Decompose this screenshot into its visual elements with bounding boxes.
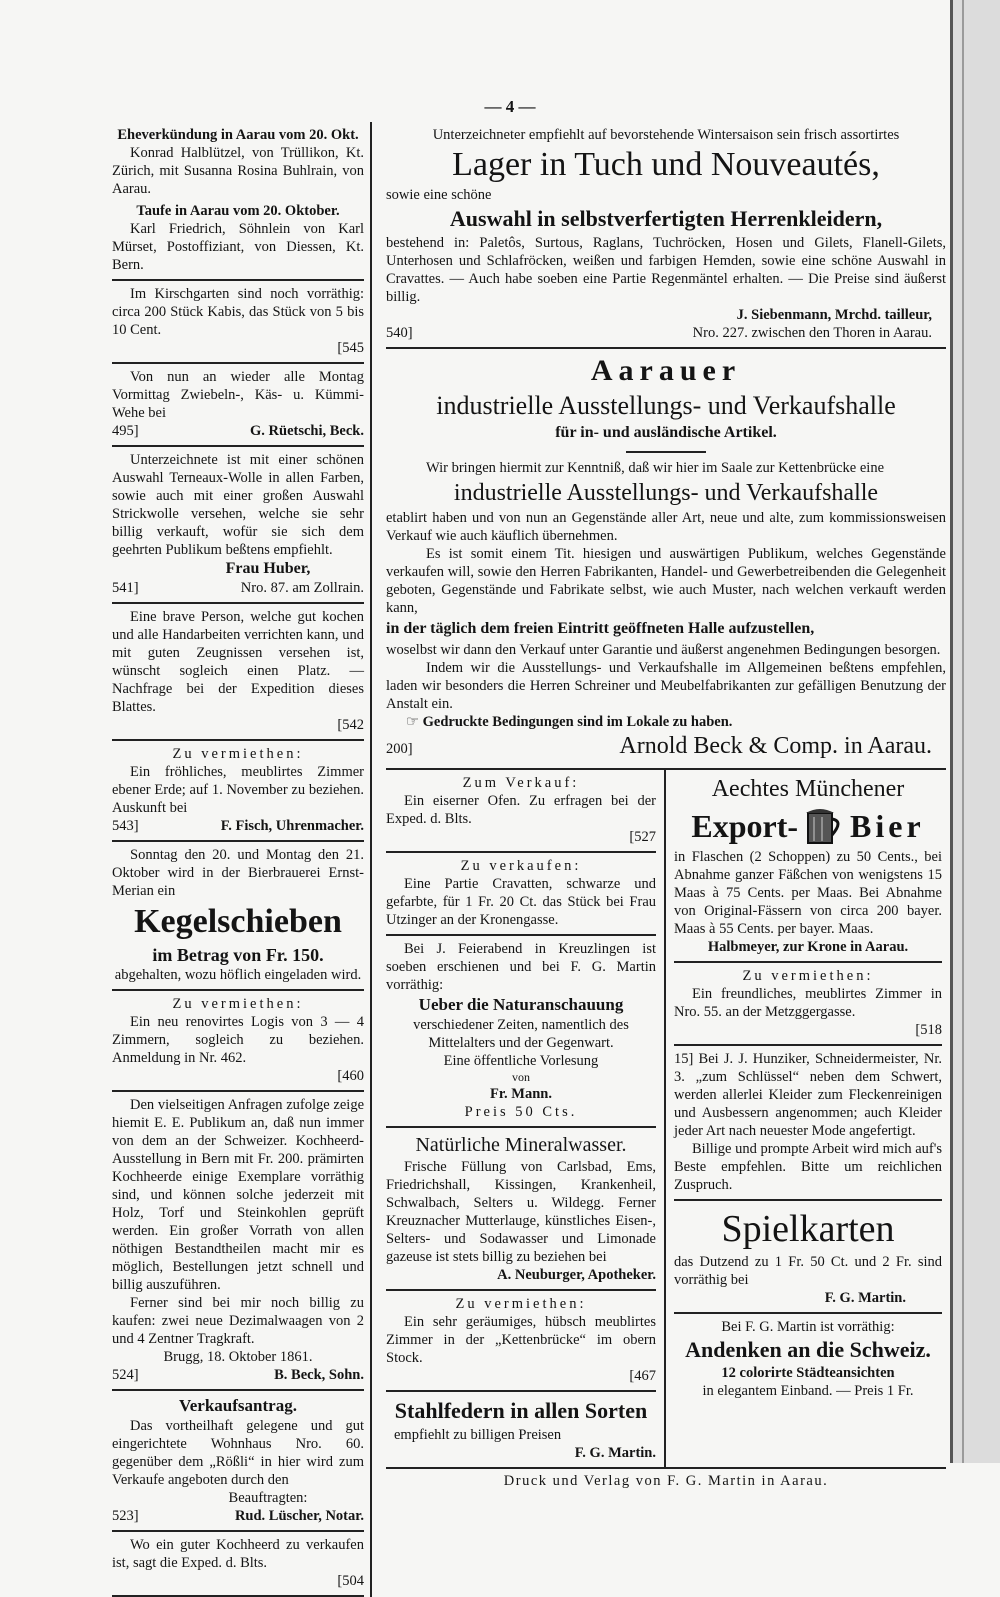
ad-ref: [527 xyxy=(629,829,656,845)
pointing-hand-icon: ☞ xyxy=(406,714,419,730)
halle-text-4: woselbst wir dann den Verkauf unter Garantie und äußerst angenehmen Bedingungen besorgen. xyxy=(386,642,941,658)
left-column xyxy=(112,122,372,1597)
rent-text: Ein fröhliches, meublirtes Zimmer ebener Erde; auf 1. November zu beziehen. Auskunft bei xyxy=(112,764,364,816)
halle-text-3: Es ist somit einem Tit. hiesigen und auswärtigen Publikum, welches Gegenstände verkaufen will, sowie den Herren Fabrikanten, Handel- und Gewerbetreibenden die Gelegenheit geboten, Gegenstände und Fabrikate selbst, wie auch Muster, nach welchen verkauft werden kann, xyxy=(386,546,946,616)
hunz-text-2: Billige und prompte Arbeit wird mich auf's Beste empfehlen. Bitte um reichlichen Zuspruch. xyxy=(674,1141,942,1193)
karten-text: das Dutzend zu 1 Fr. 50 Ct. und 2 Fr. sind vorräthig bei xyxy=(674,1254,942,1288)
ad-address: Nro. 227. zwischen den Thoren in Aarau. xyxy=(692,325,932,341)
crav-title: Zu verkaufen: xyxy=(460,858,582,874)
divider xyxy=(626,451,706,453)
halle-text-1: Wir bringen hiermit zur Kenntniß, daß wir hier im Saale zur Kettenbrücke eine xyxy=(426,460,885,476)
ad-ref: [542 xyxy=(337,717,364,733)
siebenmann-text: bestehend in: Paletôs, Surtous, Raglans, Tuchröcken, Hosen und Gilets, Flanell-Gilets, Unterhosen und Schlafröcken, weißen und farbigen Hemden, sowie eine schöne Auswahl in Cravattes. — Auch habe soeben eine Partie Regenmäntel erhalten. — Die Preise sind äußerst billig. xyxy=(386,235,946,305)
rent-title: Zu vermiethen: xyxy=(172,996,304,1012)
ad-signature: G. Rüetschi, Beck. xyxy=(250,423,364,439)
page-edge xyxy=(950,0,1000,1463)
ad-wolle xyxy=(112,447,364,604)
rent-text: Ein sehr geräumiges, hübsch meublirtes Zimmer in der „Kettenbrücke“ im obern Stock. xyxy=(386,1314,656,1366)
ad-mineralwasser xyxy=(386,1128,656,1291)
ad-rent-logis xyxy=(112,991,364,1092)
rent-text: Ein freundliches, meublirtes Zimmer in Nro. 55. an der Metzggergasse. xyxy=(674,986,942,1020)
feder-text: empfiehlt zu billigen Preisen xyxy=(394,1427,562,1443)
kegel-intro: Sonntag den 20. und Montag den 21. Oktober wird in der Bierbrauerei Ernst-Merian ein xyxy=(112,847,364,899)
ad-verkaufsantrag xyxy=(112,1391,364,1532)
bier-title-bier: Bier xyxy=(850,808,925,844)
halle-text-6: Gedruckte Bedingungen sind im Lokale zu haben. xyxy=(422,714,733,730)
halle-text-2: etablirt haben und von nun an Gegenstände aller Art, neue und alte, zum kommissionsweisen Verkauf wie auch käuflich übernehmen. xyxy=(386,510,946,544)
ad-signature: Rud. Lüscher, Notar. xyxy=(234,1508,364,1524)
right-column xyxy=(666,770,942,1467)
book-von: von xyxy=(512,1070,530,1084)
marriage-text: Konrad Halblützel, von Trüllikon, Kt. Zürich, mit Susanna Rosina Buhlrain, von Aarau. xyxy=(112,145,364,197)
book-author: Fr. Mann. xyxy=(490,1086,552,1102)
person-text: Eine brave Person, welche gut kochen und alle Handarbeiten verrichten kann, und mit guten Zeugnissen versehen ist, wünscht sogleich einen Platz. — Nachfrage bei der Expedition dieses Blattes. xyxy=(112,609,364,715)
herd-text: Den vielseitigen Anfragen zufolge zeige hiemit E. E. Publikum an, daß nun immer von dem an der Schweizer. Kochheerd-Ausstellung in Bern mit Fr. 200. prämirten Kochheerde einige Exemplare vorräthig sind, und können solche jederzeit mit Holz, Torf und Steinkohlen geprüft werden. Ein großer Vorrath von allen nöthigen Bestandtheilen macht mir es möglich, Bestellungen jetzt schnell und billig auszuführen. xyxy=(112,1097,364,1293)
siebenmann-sowie: sowie eine schöne xyxy=(386,187,492,203)
ad-address: Nro. 87. am Zollrain. xyxy=(240,580,364,596)
ad-rent-metzgergasse xyxy=(674,963,942,1046)
siebenmann-title: Lager in Tuch und Nouveautés, xyxy=(452,146,880,183)
halle-text-5: Indem wir die Ausstellungs- und Verkaufshalle im Allgemeinen beßtens empfehlen, laden wir besonders die Herren Schreiner und Meubelfabrikanten zur gefälligen Benutzung der Anstalt ein. xyxy=(386,660,946,712)
halle-title-4: in der täglich dem freien Eintritt geöffneten Halle aufzustellen, xyxy=(386,620,815,637)
book-price: Preis 50 Cts. xyxy=(464,1104,578,1120)
kegel-amount: im Betrag von Fr. 150. xyxy=(152,945,324,965)
karten-title: Spielkarten xyxy=(721,1208,895,1250)
crav-text: Eine Partie Cravatten, schwarze und gefarbte, für 1 Fr. 20 Ct. das Stück bei Frau Utzinger an der Kronengasse. xyxy=(386,876,656,928)
ad-rent-fisch xyxy=(112,741,364,842)
ad-export-bier xyxy=(674,770,942,963)
ad-ref: [460 xyxy=(337,1068,364,1084)
ad-person xyxy=(112,604,364,741)
hunz-text: 15] Bei J. J. Hunziker, Schneidermeister, Nr. 3. „zum Schlüssel“ neben dem Schwert, werden allerlei Kleider zum Fleckenreinigen und Ausbessern angenommen; auch Kleider jeder Art nach neuester Mode angefertigt. xyxy=(674,1051,942,1139)
rent-title: Zu vermiethen: xyxy=(455,1296,587,1312)
feder-title: Stahlfedern in allen Sorten xyxy=(394,1398,648,1423)
marriage-notice xyxy=(112,122,364,281)
ad-ref: [504 xyxy=(337,1573,364,1589)
baptism-title: Taufe in Aarau vom 20. Oktober. xyxy=(136,203,340,219)
book-title: Ueber die Naturanschauung xyxy=(418,995,624,1014)
ad-stahlfedern xyxy=(386,1392,656,1467)
middle-column xyxy=(386,770,666,1467)
ad-signature: Halbmeyer, zur Krone in Aarau. xyxy=(707,939,909,955)
mineral-title: Natürliche Mineralwasser. xyxy=(415,1134,627,1156)
siebenmann-subtitle: Auswahl in selbstverfertigten Herrenkleidern, xyxy=(449,206,883,231)
marriage-title: Eheverkündung in Aarau vom 20. Okt. xyxy=(117,127,359,143)
andenken-intro: Bei F. G. Martin ist vorräthig: xyxy=(721,1319,895,1335)
ad-signature: Frau Huber, xyxy=(225,560,311,577)
ad-ref: [467 xyxy=(629,1368,656,1384)
ad-kegelschieben xyxy=(112,842,364,991)
book-lecture: Eine öffentliche Vorlesung xyxy=(443,1053,599,1069)
sale-text: Das vortheilhaft gelegene und gut eingerichtete Wohnhaus Nro. 60. gegenüber dem „Rößli“ in hier wird zum Verkaufe angeboten durch den xyxy=(112,1418,364,1488)
ad-signature: F. Fisch, Uhrenmacher. xyxy=(220,818,364,834)
ad-signature: F. G. Martin. xyxy=(574,1445,656,1461)
ad-kabis xyxy=(112,281,364,364)
ad-ref: [545 xyxy=(337,340,364,356)
ad-ref: 200] xyxy=(386,741,413,757)
sale-agent: Beauftragten: xyxy=(228,1490,308,1506)
bier-title: Aechtes Münchener xyxy=(711,776,905,802)
book-intro: Bei J. Feierabend in Kreuzlingen ist soeben erschienen und bei F. G. Martin vorräthig: xyxy=(386,941,656,993)
page-number: — 4 — xyxy=(484,97,536,116)
ad-naturanschauung xyxy=(386,936,656,1128)
ad-ref: 495] xyxy=(112,423,139,439)
kegel-outro: abgehalten, wozu höflich eingeladen wird. xyxy=(114,967,362,983)
page-edge-line xyxy=(962,0,964,1463)
ofen-text: Ein eiserner Ofen. Zu erfragen bei der Exped. d. Blts. xyxy=(386,793,656,827)
ad-spielkarten xyxy=(674,1201,942,1314)
ad-signature: A. Neuburger, Apotheker. xyxy=(497,1267,656,1283)
halle-title-2: industrielle Ausstellungs- und Verkaufshalle xyxy=(436,391,896,420)
halle-title: Aarauer xyxy=(590,354,742,387)
imprint-footer: Druck und Verlag von F. G. Martin in Aarau. xyxy=(503,1473,829,1489)
ad-ref: 543] xyxy=(112,818,139,834)
rent-title: Zu vermiethen: xyxy=(742,968,874,984)
ad-wehe xyxy=(112,364,364,447)
ad-hunziker xyxy=(674,1046,942,1201)
ad-ofen xyxy=(386,770,656,853)
ad-signature: B. Beck, Sohn. xyxy=(274,1367,364,1383)
ad-ref: 541] xyxy=(112,580,139,596)
halle-title-3: industrielle Ausstellungs- und Verkaufshalle xyxy=(453,480,879,506)
book-subtitle: verschiedener Zeiten, namentlich des Mittelalters und der Gegenwart. xyxy=(413,1017,629,1051)
bier-title-export: Export- xyxy=(691,808,798,844)
ad-ref: 524] xyxy=(112,1367,139,1383)
kabis-text: Im Kirschgarten sind noch vorräthig: circa 200 Stück Kabis, das Stück von 5 bis 10 Cent. xyxy=(112,286,364,338)
wehe-text: Von nun an wieder alle Montag Vormittag Zwiebeln-, Käs- u. Kümmi-Wehe bei xyxy=(112,369,364,421)
baptism-text: Karl Friedrich, Söhnlein von Karl Mürset, Postoffiziant, von Diessen, Kt. Bern. xyxy=(112,221,364,273)
kegel-title: Kegelschieben xyxy=(134,903,342,940)
ad-ref: [518 xyxy=(915,1022,942,1038)
herd-date: Brugg, 18. Oktober 1861. xyxy=(163,1349,313,1365)
kochheerd-text: Wo ein guter Kochheerd zu verkaufen ist, sagt die Exped. d. Blts. xyxy=(112,1537,364,1571)
ad-siebenmann xyxy=(386,122,946,349)
ofen-title: Zum Verkauf: xyxy=(462,775,580,791)
halle-subtitle: für in- und ausländische Artikel. xyxy=(555,424,777,441)
rent-title: Zu vermiethen: xyxy=(172,746,304,762)
rent-text: Ein neu renovirtes Logis von 3 — 4 Zimmern, sogleich zu beziehen. Anmeldung in Nr. 462. xyxy=(112,1014,364,1066)
andenken-title: Andenken an die Schweiz. xyxy=(685,1337,931,1362)
sale-title: Verkaufsantrag. xyxy=(179,1396,297,1415)
herd-text-2: Ferner sind bei mir noch billig zu kaufen: zwei neue Dezimalwaagen von 2 und 4 Zentner Tragkraft. xyxy=(112,1295,364,1347)
ad-kochheerd xyxy=(112,1532,364,1597)
lower-columns xyxy=(386,770,946,1469)
beer-mug-icon xyxy=(802,805,846,847)
ad-signature: F. G. Martin. xyxy=(824,1290,906,1306)
ad-signature: J. Siebenmann, Mrchd. tailleur, xyxy=(736,307,932,323)
ad-rent-kettenbruecke xyxy=(386,1291,656,1392)
bier-text: in Flaschen (2 Schoppen) zu 50 Cents., bei Abnahme ganzer Fäßchen von wenigstens 15 Maas à 75 Cents. per Maas. Bei Abnahme von Original-Fässern von circa 200 bayer. Maas à 55 Cents. per bayer. Maas. xyxy=(674,849,942,937)
main-area xyxy=(386,122,946,1490)
ad-cravatten xyxy=(386,853,656,936)
andenken-price: in elegantem Einband. — Preis 1 Fr. xyxy=(702,1383,914,1399)
andenken-subtitle: 12 colorirte Städteansichten xyxy=(721,1365,895,1381)
ad-ref: 523] xyxy=(112,1508,139,1524)
mineral-text: Frische Füllung von Carlsbad, Ems, Friedrichshall, Kissingen, Krankenheil, Schwalbach, Selters u. Wildegg. Ferner Kreuznacher Mutterlauge, künstliches Eisen-, Selters- und Sodawasser und Limonade gazeuse ist stets billig zu beziehen bei xyxy=(386,1159,656,1265)
ad-signature: Arnold Beck & Comp. in Aarau. xyxy=(619,733,932,759)
ad-kochheerde xyxy=(112,1092,364,1391)
ad-ref: 540] xyxy=(386,325,413,341)
wolle-text: Unterzeichnete ist mit einer schönen Auswahl Terneaux-Wolle in allen Farben, sowie auch mit einer großen Auswahl Strickwolle versehen, welche sie sehr billig verkauft, wofür sie sich dem geehrten Publikum beßtens empfiehlt. xyxy=(112,452,364,558)
siebenmann-intro: Unterzeichneter empfiehlt auf bevorstehende Wintersaison sein frisch assortirtes xyxy=(432,127,900,143)
ad-andenken xyxy=(674,1314,942,1405)
ad-verkaufshalle xyxy=(386,349,946,770)
